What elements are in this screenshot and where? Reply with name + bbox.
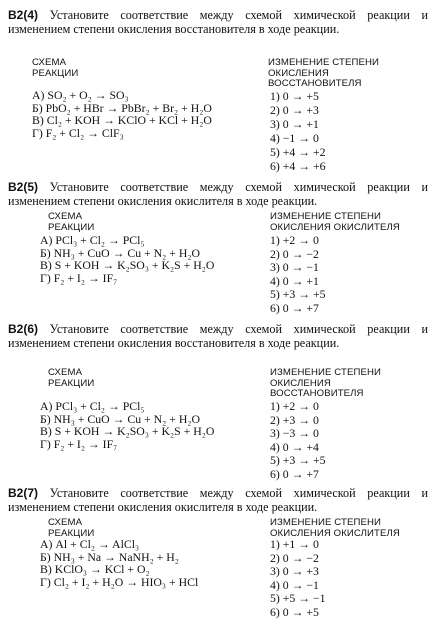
reaction-item: А) Al + Cl₂ → AlCl₃ — [40, 537, 140, 551]
option-item: 6) 0 → +7 — [270, 300, 319, 315]
left-column-header — [48, 518, 94, 539]
task-question — [8, 486, 428, 514]
task-question-text: Установите соответствие между схемой химической реакции и изменением степени окисления окислителя в ходе реакции. — [8, 180, 429, 208]
left-column-header — [48, 368, 94, 389]
option-item: 2) 0 → +3 — [270, 103, 319, 117]
option-item: 3) 0 → +3 — [270, 564, 319, 579]
reaction-item: Г) Cl₂ + I₂ + H₂O → HIO₃ + HCl — [40, 574, 199, 589]
right-column-header — [270, 212, 400, 233]
option-item: 1) +1 → 0 — [270, 537, 319, 551]
option-item: 4) −1 → 0 — [270, 131, 319, 145]
task-question-text: Установите соответствие между схемой химической реакции и изменением степени окисления восстановителя в ходе реакции. — [8, 8, 429, 36]
reaction-item: Г) F₂ + I₂ → IF₇ — [40, 270, 118, 285]
header-line: ИЗМЕНЕНИЕ СТЕПЕНИ — [270, 211, 381, 222]
reaction-list — [40, 538, 198, 588]
option-item: 4) 0 → +4 — [270, 439, 319, 454]
header-line: ИЗМЕНЕНИЕ СТЕПЕНИ — [268, 57, 379, 68]
right-column-header — [270, 518, 400, 539]
header-line: РЕАКЦИИ — [48, 377, 95, 389]
option-list — [270, 400, 326, 482]
left-column-header — [48, 212, 94, 233]
task-number: B2(4) — [8, 8, 39, 22]
task-question-text: Установите соответствие между схемой химической реакции и изменением степени окисления восстановителя в ходе реакции. — [8, 322, 429, 350]
left-column-header — [32, 58, 78, 79]
header-line: ИЗМЕНЕНИЕ СТЕПЕНИ — [270, 367, 381, 378]
reaction-item: В) S + KOH → K₂SO₃ + K₂S + H₂O — [40, 258, 215, 273]
option-list — [270, 89, 326, 173]
header-line: ВОССТАНОВИТЕЛЯ — [268, 78, 362, 89]
reaction-item: В) KClO₃ → KCl + O₂ — [40, 562, 150, 577]
reaction-item: Г) F₂ + I₂ → IF₇ — [40, 436, 118, 451]
option-item: 5) +4 → +2 — [270, 145, 326, 159]
option-item: 3) 0 → +1 — [270, 117, 319, 131]
option-item: 5) +3 → +5 — [270, 453, 326, 468]
option-item: 3) 0 → −1 — [270, 260, 319, 275]
task-number: B2(6) — [8, 322, 39, 336]
reaction-item: А) SO₂ + O₂ → SO₃ — [32, 88, 129, 102]
reaction-list — [40, 234, 214, 284]
option-list — [270, 234, 326, 316]
reaction-list — [32, 89, 212, 139]
task-question — [8, 322, 428, 350]
option-item: 5) +5 → −1 — [270, 591, 326, 606]
task-number: B2(7) — [8, 486, 39, 500]
header-line: ОКИСЛЕНИЯ — [270, 377, 331, 389]
header-line: РЕАКЦИИ — [48, 527, 95, 539]
option-item: 1) +2 → 0 — [270, 399, 319, 413]
option-item: 6) 0 → +7 — [270, 466, 319, 481]
reaction-item: Б) NH₃ + Na → NaNH₂ + H₂ — [40, 549, 179, 564]
header-line: ИЗМЕНЕНИЕ СТЕПЕНИ — [270, 517, 381, 528]
header-line: СХЕМА — [48, 211, 83, 222]
right-column-header — [268, 58, 379, 90]
reaction-item: А) PCl₃ + Cl₂ → PCl₅ — [40, 233, 145, 247]
header-line: РЕАКЦИИ — [32, 67, 79, 79]
option-list — [270, 538, 326, 620]
option-item: 4) 0 → +1 — [270, 273, 319, 288]
option-item: 6) +4 → +6 — [270, 159, 326, 173]
option-item: 1) 0 → +5 — [270, 89, 319, 103]
reaction-item: В) S + KOH → K₂SO₃ + K₂S + H₂O — [40, 424, 215, 439]
reaction-item: Б) NH₃ + CuO → Cu + N₂ + H₂O — [40, 245, 200, 260]
option-item: 2) +3 → 0 — [270, 412, 319, 427]
header-line: ОКИСЛЕНИЯ ОКИСЛИТЕЛЯ — [270, 221, 400, 233]
header-line: РЕАКЦИИ — [48, 221, 95, 233]
header-line: ОКИСЛЕНИЯ ОКИСЛИТЕЛЯ — [270, 527, 400, 539]
option-item: 1) +2 → 0 — [270, 233, 319, 247]
header-line: ОКИСЛЕНИЯ — [268, 67, 329, 79]
reaction-item: Б) NH₃ + CuO → Cu + N₂ + H₂O — [40, 411, 200, 426]
task-question — [8, 180, 428, 208]
reaction-item: Б) PbO₂ + HBr → PbBr₂ + Br₂ + H₂O — [32, 100, 212, 115]
option-item: 5) +3 → +5 — [270, 287, 326, 302]
reaction-item: В) Cl₂ + KOH → KClO + KCl + H₂O — [32, 113, 212, 128]
option-item: 6) 0 → +5 — [270, 604, 319, 619]
right-column-header — [270, 368, 381, 400]
task-question-text: Установите соответствие между схемой химической реакции и изменением степени окисления окислителя в ходе реакции. — [8, 486, 429, 514]
header-line: СХЕМА — [48, 517, 83, 528]
reaction-list — [40, 400, 214, 450]
header-line: СХЕМА — [32, 57, 67, 68]
option-item: 3) −3 → 0 — [270, 426, 319, 441]
option-item: 4) 0 → −1 — [270, 577, 319, 592]
reaction-item: А) PCl₃ + Cl₂ → PCl₅ — [40, 399, 145, 413]
task-question — [8, 8, 428, 36]
header-line: ВОССТАНОВИТЕЛЯ — [270, 388, 364, 399]
header-line: СХЕМА — [48, 367, 83, 378]
option-item: 2) 0 → −2 — [270, 550, 319, 565]
option-item: 2) 0 → −2 — [270, 246, 319, 261]
task-number: B2(5) — [8, 180, 39, 194]
reaction-item: Г) F₂ + Cl₂ → ClF₃ — [32, 125, 124, 140]
